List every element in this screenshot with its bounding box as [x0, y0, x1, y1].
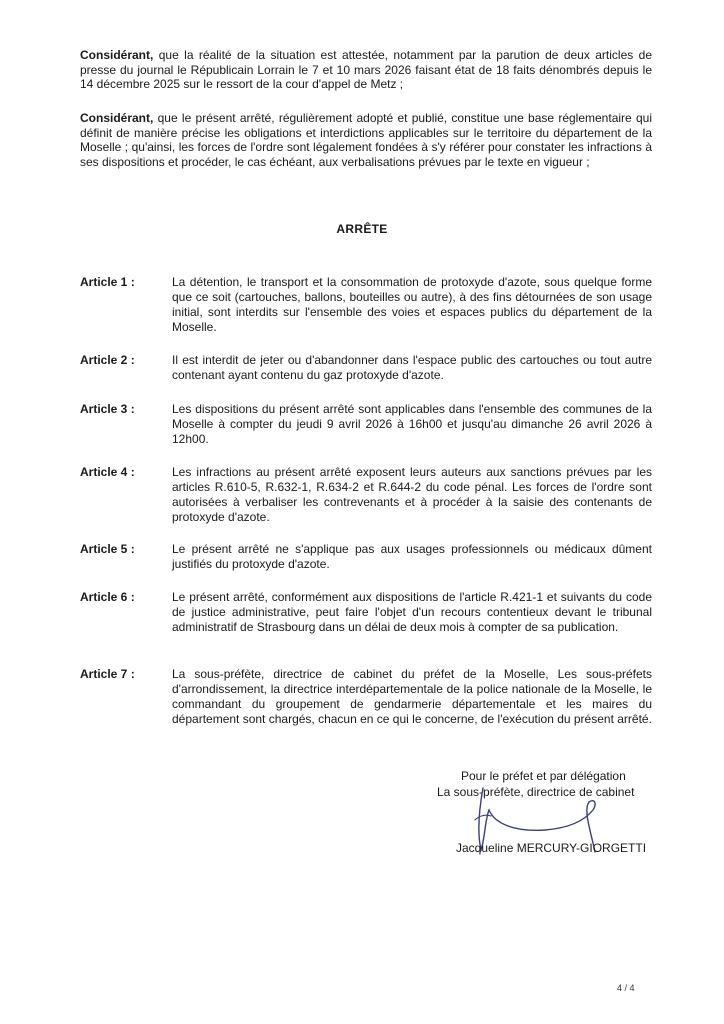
considerant-paragraph-2	[80, 111, 652, 169]
signature-delegation-line: Pour le préfet et par délégation	[461, 769, 626, 783]
arrete-heading: ARRÊTE	[336, 222, 388, 236]
considerant-lead: Considérant,	[80, 48, 154, 62]
article-text: Les infractions au présent arrêté exposent leurs auteurs aux sanctions prévues par les articles R.610-5, R.632-1, R.634-2 et R.644-2 du code pénal. Les forces de l'ordre sont autorisées à verbaliser les contrevenants et à procéder à la saisie des contenants de protoxyde d'azote.	[172, 465, 652, 524]
signatory-name: Jacqueline MERCURY-GIORGETTI	[456, 841, 647, 855]
article-text: Le présent arrêté ne s'applique pas aux usages professionnels ou médicaux dûment justifiés du protoxyde d'azote.	[172, 542, 652, 571]
considerant-lead: Considérant,	[80, 111, 154, 125]
considerant-paragraph-1	[80, 48, 652, 92]
article-text: Le présent arrêté, conformément aux dispositions de l'article R.421-1 et suivants du code de justice administrative, peut faire l'objet d'un recours contentieux devant le tribunal administratif de Strasbourg dans un délai de deux mois à compter de sa publication.	[172, 590, 652, 634]
article-label: Article 3 :	[80, 402, 135, 416]
article-label: Article 5 :	[80, 542, 135, 556]
page-number: 4 / 4	[617, 983, 635, 993]
article-label: Article 1 :	[80, 275, 135, 289]
article-text: Il est interdit de jeter ou d'abandonner dans l'espace public des cartouches ou tout autre contenant ayant contenu du gaz protoxyde d'azote.	[172, 353, 652, 382]
considerant-text: que le présent arrêté, régulièrement adopté et publié, constitue une base réglementaire qui définit de manière précise les obligations et interdictions applicables sur le territoire du département de la Moselle ; qu'ainsi, les forces de l'ordre sont légalement fondées à s'y référer pour constater les infractions à ses dispositions et procéder, le cas échéant, aux verbalisations prévues par le texte en vigueur ;	[80, 111, 652, 169]
article-label: Article 7 :	[80, 667, 135, 681]
article-text: La détention, le transport et la consommation de protoxyde d'azote, sous quelque forme que ce soit (cartouches, ballons, bouteilles ou autre), à des fins détournées de son usage initial, sont interdits sur l'ensemble des voies et espaces publics du département de la Moselle.	[172, 275, 652, 334]
signature-title-line: La sous-préfète, directrice de cabinet	[437, 785, 635, 799]
article-label: Article 2 :	[80, 353, 135, 367]
article-label: Article 4 :	[80, 465, 135, 479]
article-label: Article 6 :	[80, 590, 135, 604]
article-text: La sous-préfète, directrice de cabinet du préfet de la Moselle, Les sous-préfets d'arrondissement, la directrice interdépartementale de la police nationale de la Moselle, le commandant du groupement de gendarmerie départementale et les maires du département sont chargés, chacun en ce qui le concerne, de l'exécution du présent arrêté.	[172, 667, 652, 726]
article-text: Les dispositions du présent arrêté sont applicables dans l'ensemble des communes de la Moselle à compter du jeudi 9 avril 2026 à 16h00 et jusqu'au dimanche 26 avril 2026 à 12h00.	[172, 402, 652, 446]
considerant-text: que la réalité de la situation est attestée, notamment par la parution de deux articles de presse du journal le Républicain Lorrain le 7 et 10 mars 2026 faisant état de 18 faits dénombrés depuis le 14 décembre 2025 sur le ressort de la cour d'appel de Metz ;	[80, 48, 652, 91]
